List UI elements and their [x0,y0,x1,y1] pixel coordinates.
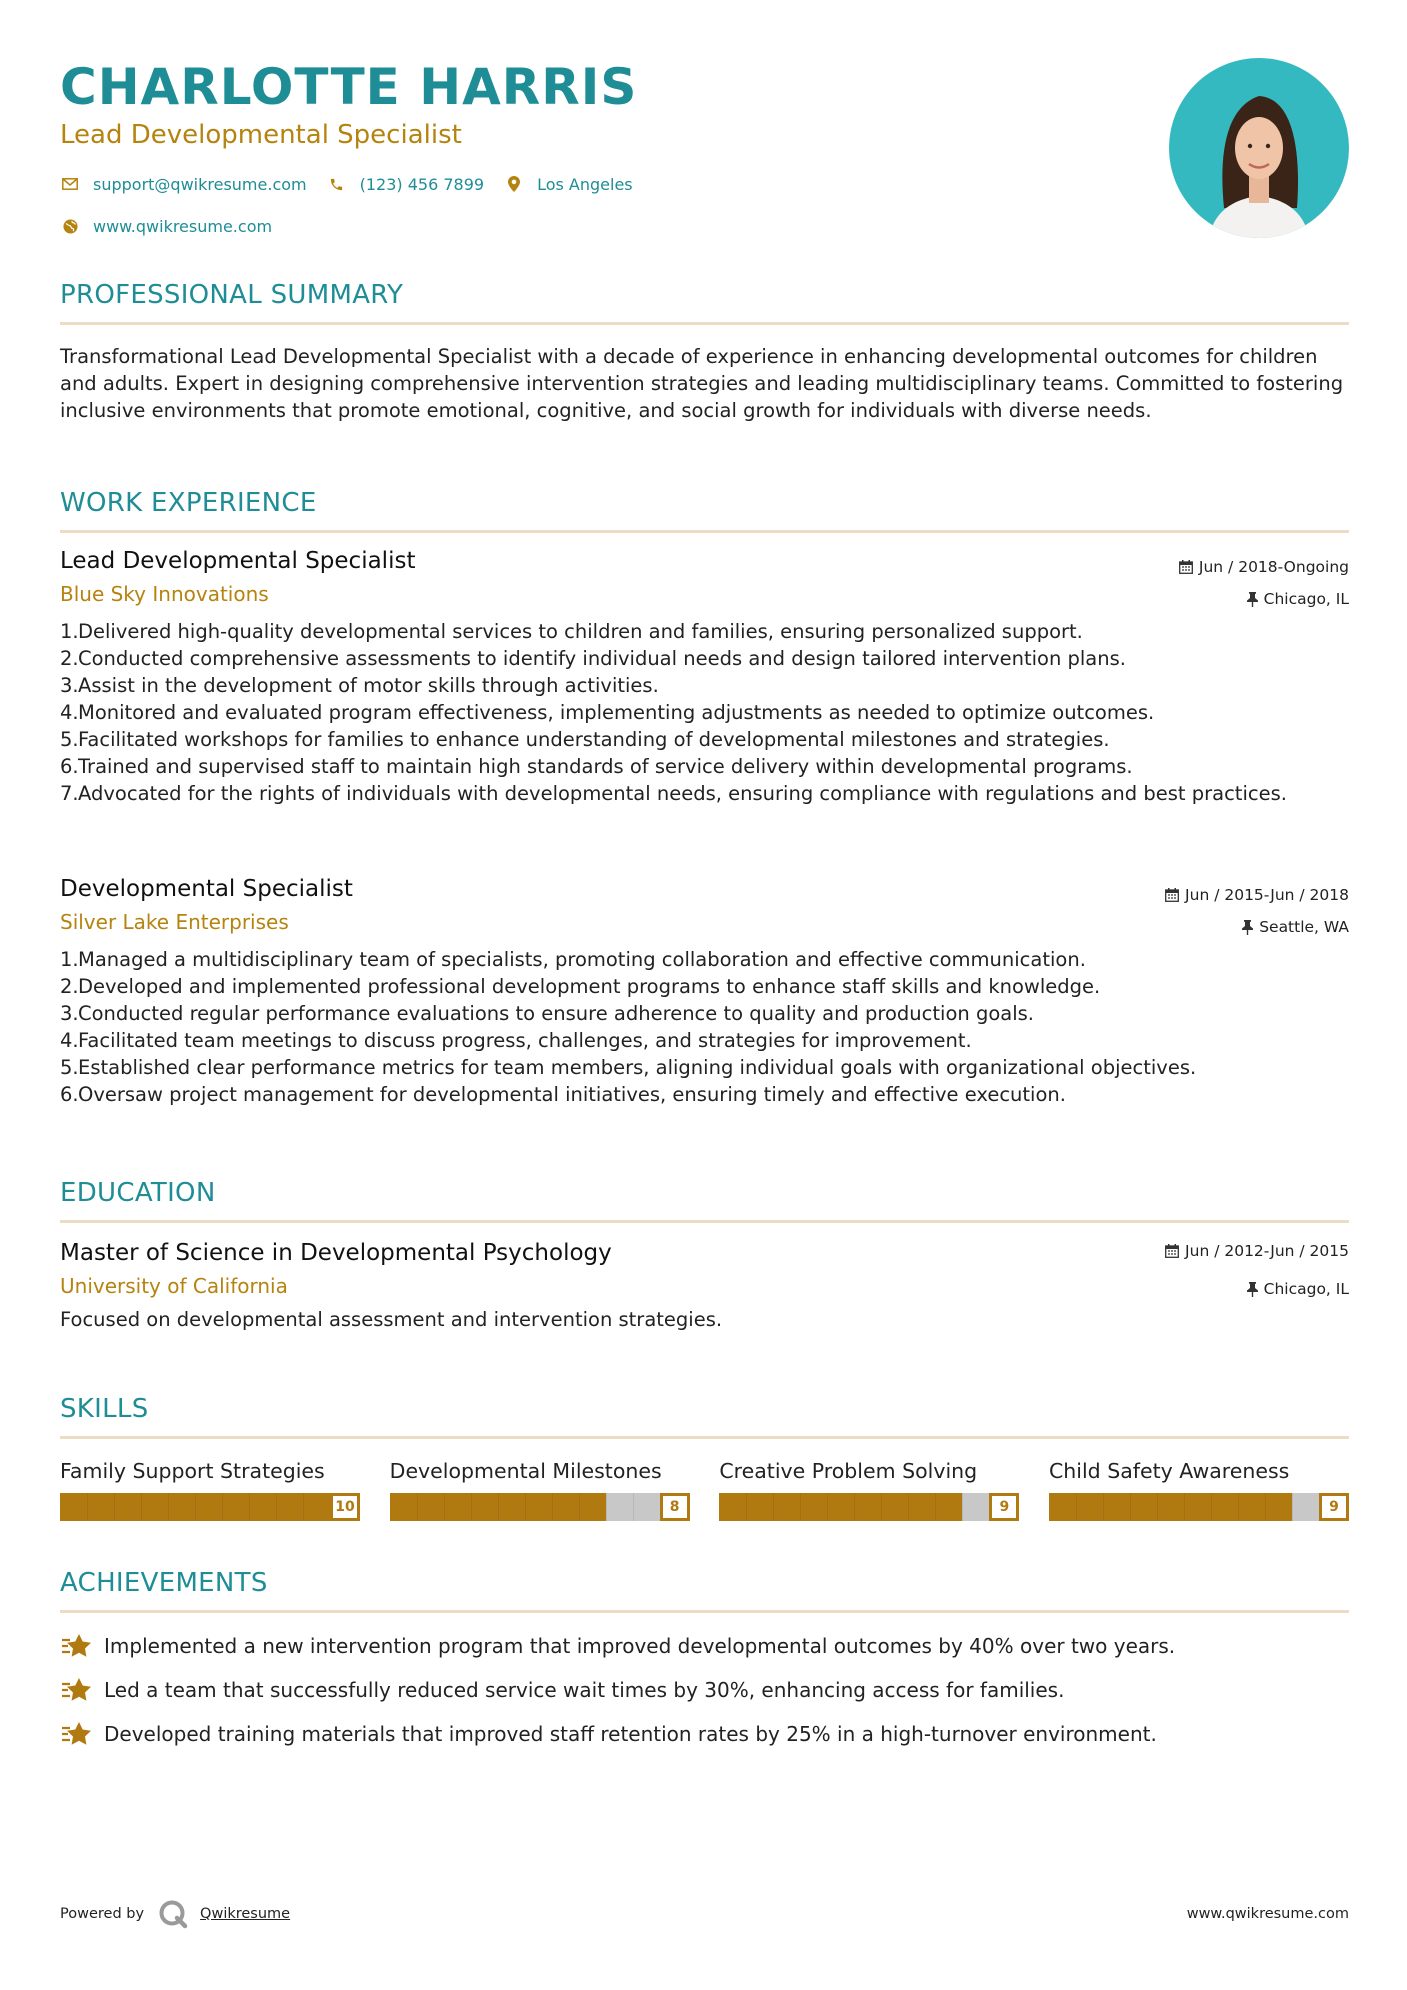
job-company: Blue Sky Innovations [60,582,269,606]
globe-icon [60,216,80,236]
skill-name: Creative Problem Solving [719,1459,978,1483]
skill-bar-segment [303,1493,304,1521]
skill-bar-segment [498,1493,499,1521]
list-item: 3. Conducted regular performance evaluations to ensure adherence to quality and production goals. [60,1002,1034,1025]
skill-bar-segment [827,1493,828,1521]
education-location: Chicago, IL [1247,1280,1349,1298]
skill-bar-segment [222,1493,223,1521]
skill-bar-segment [471,1493,472,1521]
pushpin-icon [1242,920,1253,935]
education-section [60,1178,1349,1223]
contact-website[interactable]: www.qwikresume.com [93,216,273,236]
job-location: Chicago, IL [1247,590,1349,608]
skill-score: 10 [330,1493,360,1521]
contact-block [60,172,653,238]
list-item: 2. Developed and implemented professional development programs to enhance staff skills and knowledge. [60,975,1101,998]
section-divider [60,322,1349,325]
education-heading: EDUCATION [60,1178,216,1208]
skill-score: 9 [989,1493,1019,1521]
star-achievement-icon [60,1631,92,1661]
skill-bar-segment [114,1493,115,1521]
job-dates: Jun / 2018-Ongoing [1179,558,1349,576]
skill-bar-segment [854,1493,855,1521]
phone-icon [327,174,347,194]
skill-bar [390,1493,690,1521]
skill-bar-segment [525,1493,526,1521]
skill-bar-segment [1265,1493,1266,1521]
skill-bar-segment [141,1493,142,1521]
achievements-heading: ACHIEVEMENTS [60,1568,268,1598]
skill-bar-segment [1238,1493,1239,1521]
skill-bar-segment [908,1493,909,1521]
list-item: 3. Assist in the development of motor skills through activities. [60,674,659,697]
skills-heading: SKILLS [60,1394,149,1424]
summary-section [60,280,1349,424]
skill-bar-segment [962,1493,963,1521]
skill-bar-segment [633,1493,634,1521]
skill-bar-segment [1103,1493,1104,1521]
list-item: 1. Delivered high-quality developmental services to children and families, ensuring personalized support. [60,620,1083,643]
skills-grid [60,1459,1349,1521]
calendar-icon [1179,560,1193,574]
job-title: Lead Developmental Specialist [60,548,416,574]
skill-bar-segment [1184,1493,1185,1521]
list-item: 1. Managed a multidisciplinary team of specialists, promoting collaboration and effective communication. [60,948,1086,971]
school-name: University of California [60,1274,288,1298]
education-dates: Jun / 2012-Jun / 2015 [1165,1242,1349,1260]
skill-name: Child Safety Awareness [1048,1459,1290,1483]
education-description: Focused on developmental assessment and intervention strategies. [60,1308,723,1331]
profile-photo [1169,58,1349,238]
skill-bar-segment [579,1493,580,1521]
list-item: 5. Facilitated workshops for families to enhance understanding of developmental milestones and strategies. [60,728,1110,751]
skill-name: Developmental Milestones [389,1459,662,1483]
powered-by [60,1896,290,1932]
footer [60,1896,1349,1932]
list-item: 7. Advocated for the rights of individuals with developmental needs, ensuring compliance with regulations and best practices. [60,782,1287,805]
pushpin-icon [1247,592,1258,607]
list-item: Implemented a new intervention program that improved developmental outcomes by 40% over two years. [60,1631,1349,1661]
star-achievement-icon [60,1675,92,1705]
contact-location: Los Angeles [537,174,633,194]
powered-by-label: Powered by [60,1906,145,1922]
skill-bar-segment [1157,1493,1158,1521]
list-item: 4. Facilitated team meetings to discuss progress, challenges, and strategies for improvement. [60,1029,972,1052]
skill-bar-segment [276,1493,277,1521]
skill-bar-segment [746,1493,747,1521]
list-item: 6. Trained and supervised staff to maintain high standards of service delivery within developmental programs. [60,755,1133,778]
skill-item [390,1459,690,1521]
pushpin-icon [1247,1282,1258,1297]
envelope-icon [60,174,80,194]
star-achievement-icon [60,1719,92,1749]
skill-bar [719,1493,1019,1521]
skill-bar-segment [881,1493,882,1521]
education-entry [60,1240,1349,1333]
skill-bar-fill [60,1493,360,1521]
qwikresume-logo-icon [158,1899,188,1929]
skill-name: Family Support Strategies [60,1459,325,1483]
experience-heading: WORK EXPERIENCE [60,488,317,518]
skills-section [60,1394,1349,1521]
list-item: 2. Conducted comprehensive assessments to identify individual needs and design tailored intervention plans. [60,647,1126,670]
list-item: 5. Established clear performance metrics for team members, aligning individual goals with organizational objectives. [60,1056,1197,1079]
section-divider [60,530,1349,533]
list-item: Developed training materials that improved staff retention rates by 25% in a high-turnover environment. [60,1719,1349,1749]
calendar-icon [1165,888,1179,902]
skill-bar-segment [552,1493,553,1521]
skill-bar-segment [168,1493,169,1521]
list-item: 4. Monitored and evaluated program effectiveness, implementing adjustments as needed to optimize outcomes. [60,701,1155,724]
contact-row-2 [60,214,653,238]
skill-bar-fill [1049,1493,1292,1521]
skill-bar-segment [800,1493,801,1521]
skill-bar [60,1493,360,1521]
skill-bar-segment [444,1493,445,1521]
section-divider [60,1436,1349,1439]
skill-bar [1049,1493,1349,1521]
candidate-title: Lead Developmental Specialist [60,120,462,150]
skill-bar-segment [1130,1493,1131,1521]
skill-bar-segment [935,1493,936,1521]
skill-bar-segment [1211,1493,1212,1521]
skill-bar-segment [417,1493,418,1521]
calendar-icon [1165,1244,1179,1258]
section-divider [60,1610,1349,1613]
skill-bar-segment [195,1493,196,1521]
job-bullets [60,618,1349,807]
skill-bar-segment [87,1493,88,1521]
list-item: 6. Oversaw project management for developmental initiatives, ensuring timely and effective execution. [60,1083,1066,1106]
contact-row-1 [60,172,653,196]
job-title: Developmental Specialist [60,876,353,902]
job-dates: Jun / 2015-Jun / 2018 [1165,886,1349,904]
job-entry [60,548,1349,807]
contact-phone[interactable]: (123) 456 7899 [359,174,485,194]
job-location: Seattle, WA [1242,918,1349,936]
skill-bar-segment [249,1493,250,1521]
brand-link[interactable]: Qwikresume [200,1906,291,1922]
footer-url[interactable]: www.qwikresume.com [1186,1906,1349,1922]
achievements-section [60,1568,1349,1749]
skill-item [719,1459,1019,1521]
skill-bar-fill [719,1493,962,1521]
job-company: Silver Lake Enterprises [60,910,289,934]
summary-text: Transformational Lead Developmental Specialist with a decade of experience in enhancing developmental outcomes for children and adults. Expert in designing comprehensive intervention strategies and leading multidisciplinary teams. Committed to fostering inclusive environments that promote emotional, cognitive, and social growth for individuals with diverse needs. [60,345,1344,422]
experience-section [60,488,1349,533]
skill-bar-segment [1292,1493,1293,1521]
degree-title: Master of Science in Developmental Psychology [60,1240,612,1266]
skill-item [1049,1459,1349,1521]
candidate-name: CHARLOTTE HARRIS [60,58,638,116]
section-divider [60,1220,1349,1223]
map-pin-icon [504,174,524,194]
contact-email[interactable]: support@qwikresume.com [93,174,307,194]
achievements-list [60,1631,1349,1749]
skill-bar-segment [1076,1493,1077,1521]
skill-score: 9 [1319,1493,1349,1521]
summary-heading: PROFESSIONAL SUMMARY [60,280,404,310]
list-item: Led a team that successfully reduced service wait times by 30%, enhancing access for families. [60,1675,1349,1705]
skill-score: 8 [660,1493,690,1521]
resume-page [60,0,1349,1990]
job-bullets [60,946,1349,1108]
skill-bar-segment [606,1493,607,1521]
skill-item [60,1459,360,1521]
skill-bar-segment [773,1493,774,1521]
job-entry [60,876,1349,1108]
